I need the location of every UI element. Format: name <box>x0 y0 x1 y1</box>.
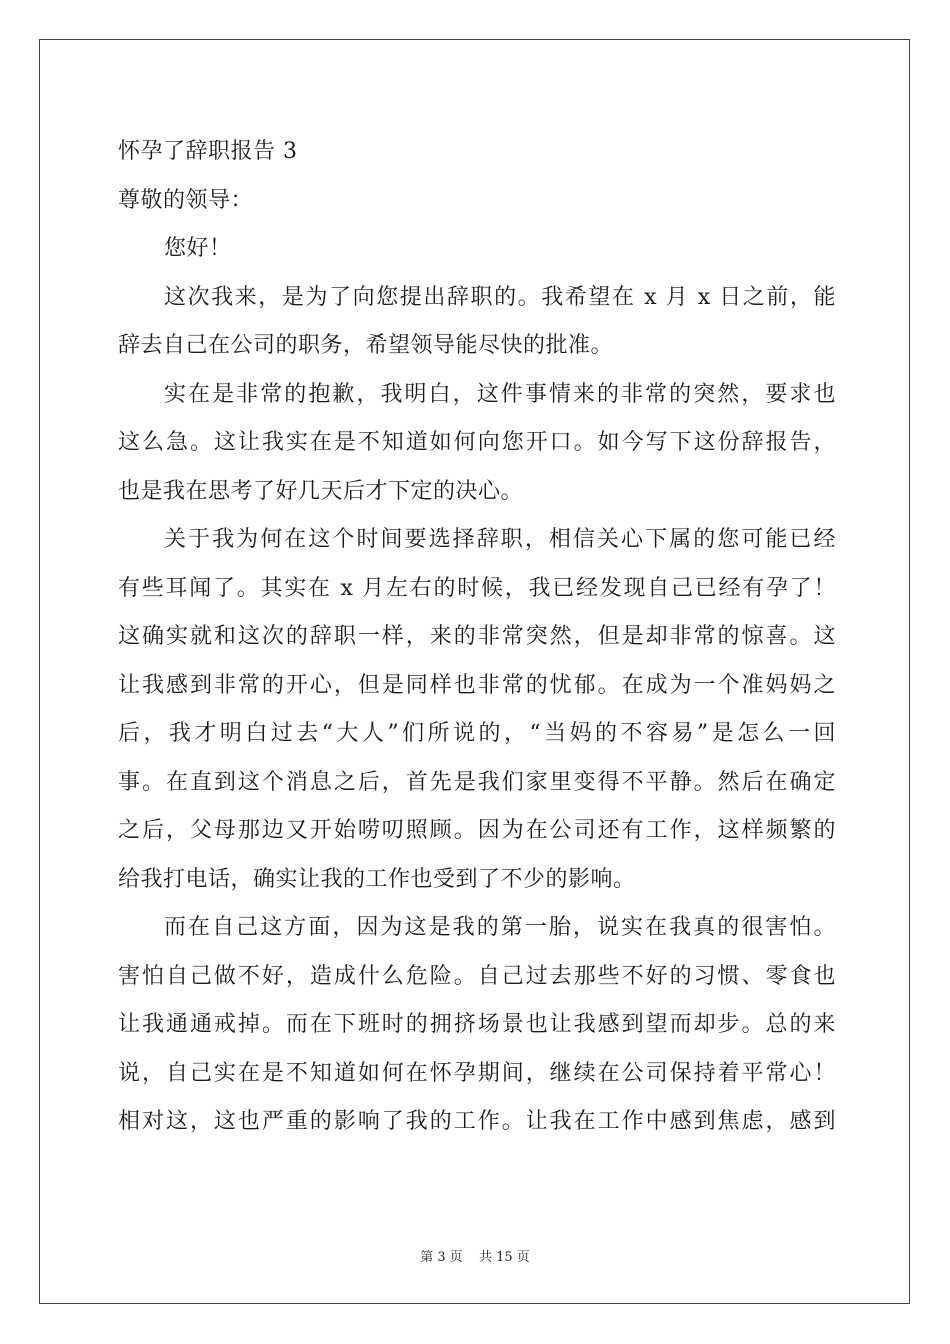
document-title: 怀孕了辞职报告 3 <box>118 139 298 164</box>
salutation: 尊敬的领导： <box>118 187 254 213</box>
paragraph-line: 害怕自己做不好，造成什么危险。自己过去那些不好的习惯、零食也 <box>118 963 836 989</box>
paragraph-line: 后，我才明白过去“大人”们所说的，“当妈的不容易”是怎么一回 <box>118 721 836 746</box>
paragraph-line: 让我通通戒掉。而在下班时的拥挤场景也让我感到望而却步。总的来 <box>118 1012 836 1037</box>
paragraph-3 <box>118 516 836 904</box>
paragraph-line: 这么急。这让我实在是不知道如何向您开口。如今写下这份辞报告， <box>118 430 836 455</box>
paragraph-line: 实在是非常的抱歉，我明白，这件事情来的非常的突然，要求也 <box>164 381 836 407</box>
paragraph-line: 辞去自己在公司的职务，希望领导能尽快的批准。 <box>118 333 614 358</box>
page-footer <box>0 1246 950 1265</box>
document-body <box>118 128 836 1147</box>
paragraph-2 <box>118 371 836 517</box>
paragraph-line: 给我打电话，确实让我的工作也受到了不少的影响。 <box>118 866 636 892</box>
paragraph-line: 关于我为何在这个时间要选择辞职，相信关心下属的您可能已经 <box>164 527 836 552</box>
paragraph-line: 这次我来，是为了向您提出辞职的。我希望在 x 月 x 日之前，能 <box>164 284 836 310</box>
page-number: 第 3 页 <box>420 1250 463 1265</box>
paragraph-line: 之后，父母那边又开始唠叨照顾。因为在公司还有工作，这样频繁的 <box>118 818 836 843</box>
paragraph-line: 相对这，这也严重的影响了我的工作。让我在工作中感到焦虑，感到 <box>118 1109 836 1134</box>
paragraph-line: 事。在直到这个消息之后，首先是我们家里变得不平静。然后在确定 <box>118 769 836 795</box>
paragraph-line: 而在自己这方面，因为这是我的第一胎，说实在我真的很害怕。 <box>164 915 836 940</box>
greeting: 您好！ <box>164 236 232 261</box>
paragraph-line: 有些耳闻了。其实在 x 月左右的时候，我已经发现自己已经有孕了！ <box>118 575 836 601</box>
paragraph-line: 说，自己实在是不知道如何在怀孕期间，继续在公司保持着平常心！ <box>118 1060 836 1086</box>
paragraph-line: 这确实就和这次的辞职一样，来的非常突然，但是却非常的惊喜。这 <box>118 624 836 649</box>
paragraph-line: 也是我在思考了好几天后才下定的决心。 <box>118 478 524 504</box>
paragraph-4 <box>118 904 836 1147</box>
paragraph-1 <box>118 274 836 371</box>
page-total: 共 15 页 <box>478 1250 530 1265</box>
paragraph-line: 让我感到非常的开心，但是同样也非常的忧郁。在成为一个准妈妈之 <box>118 672 836 698</box>
